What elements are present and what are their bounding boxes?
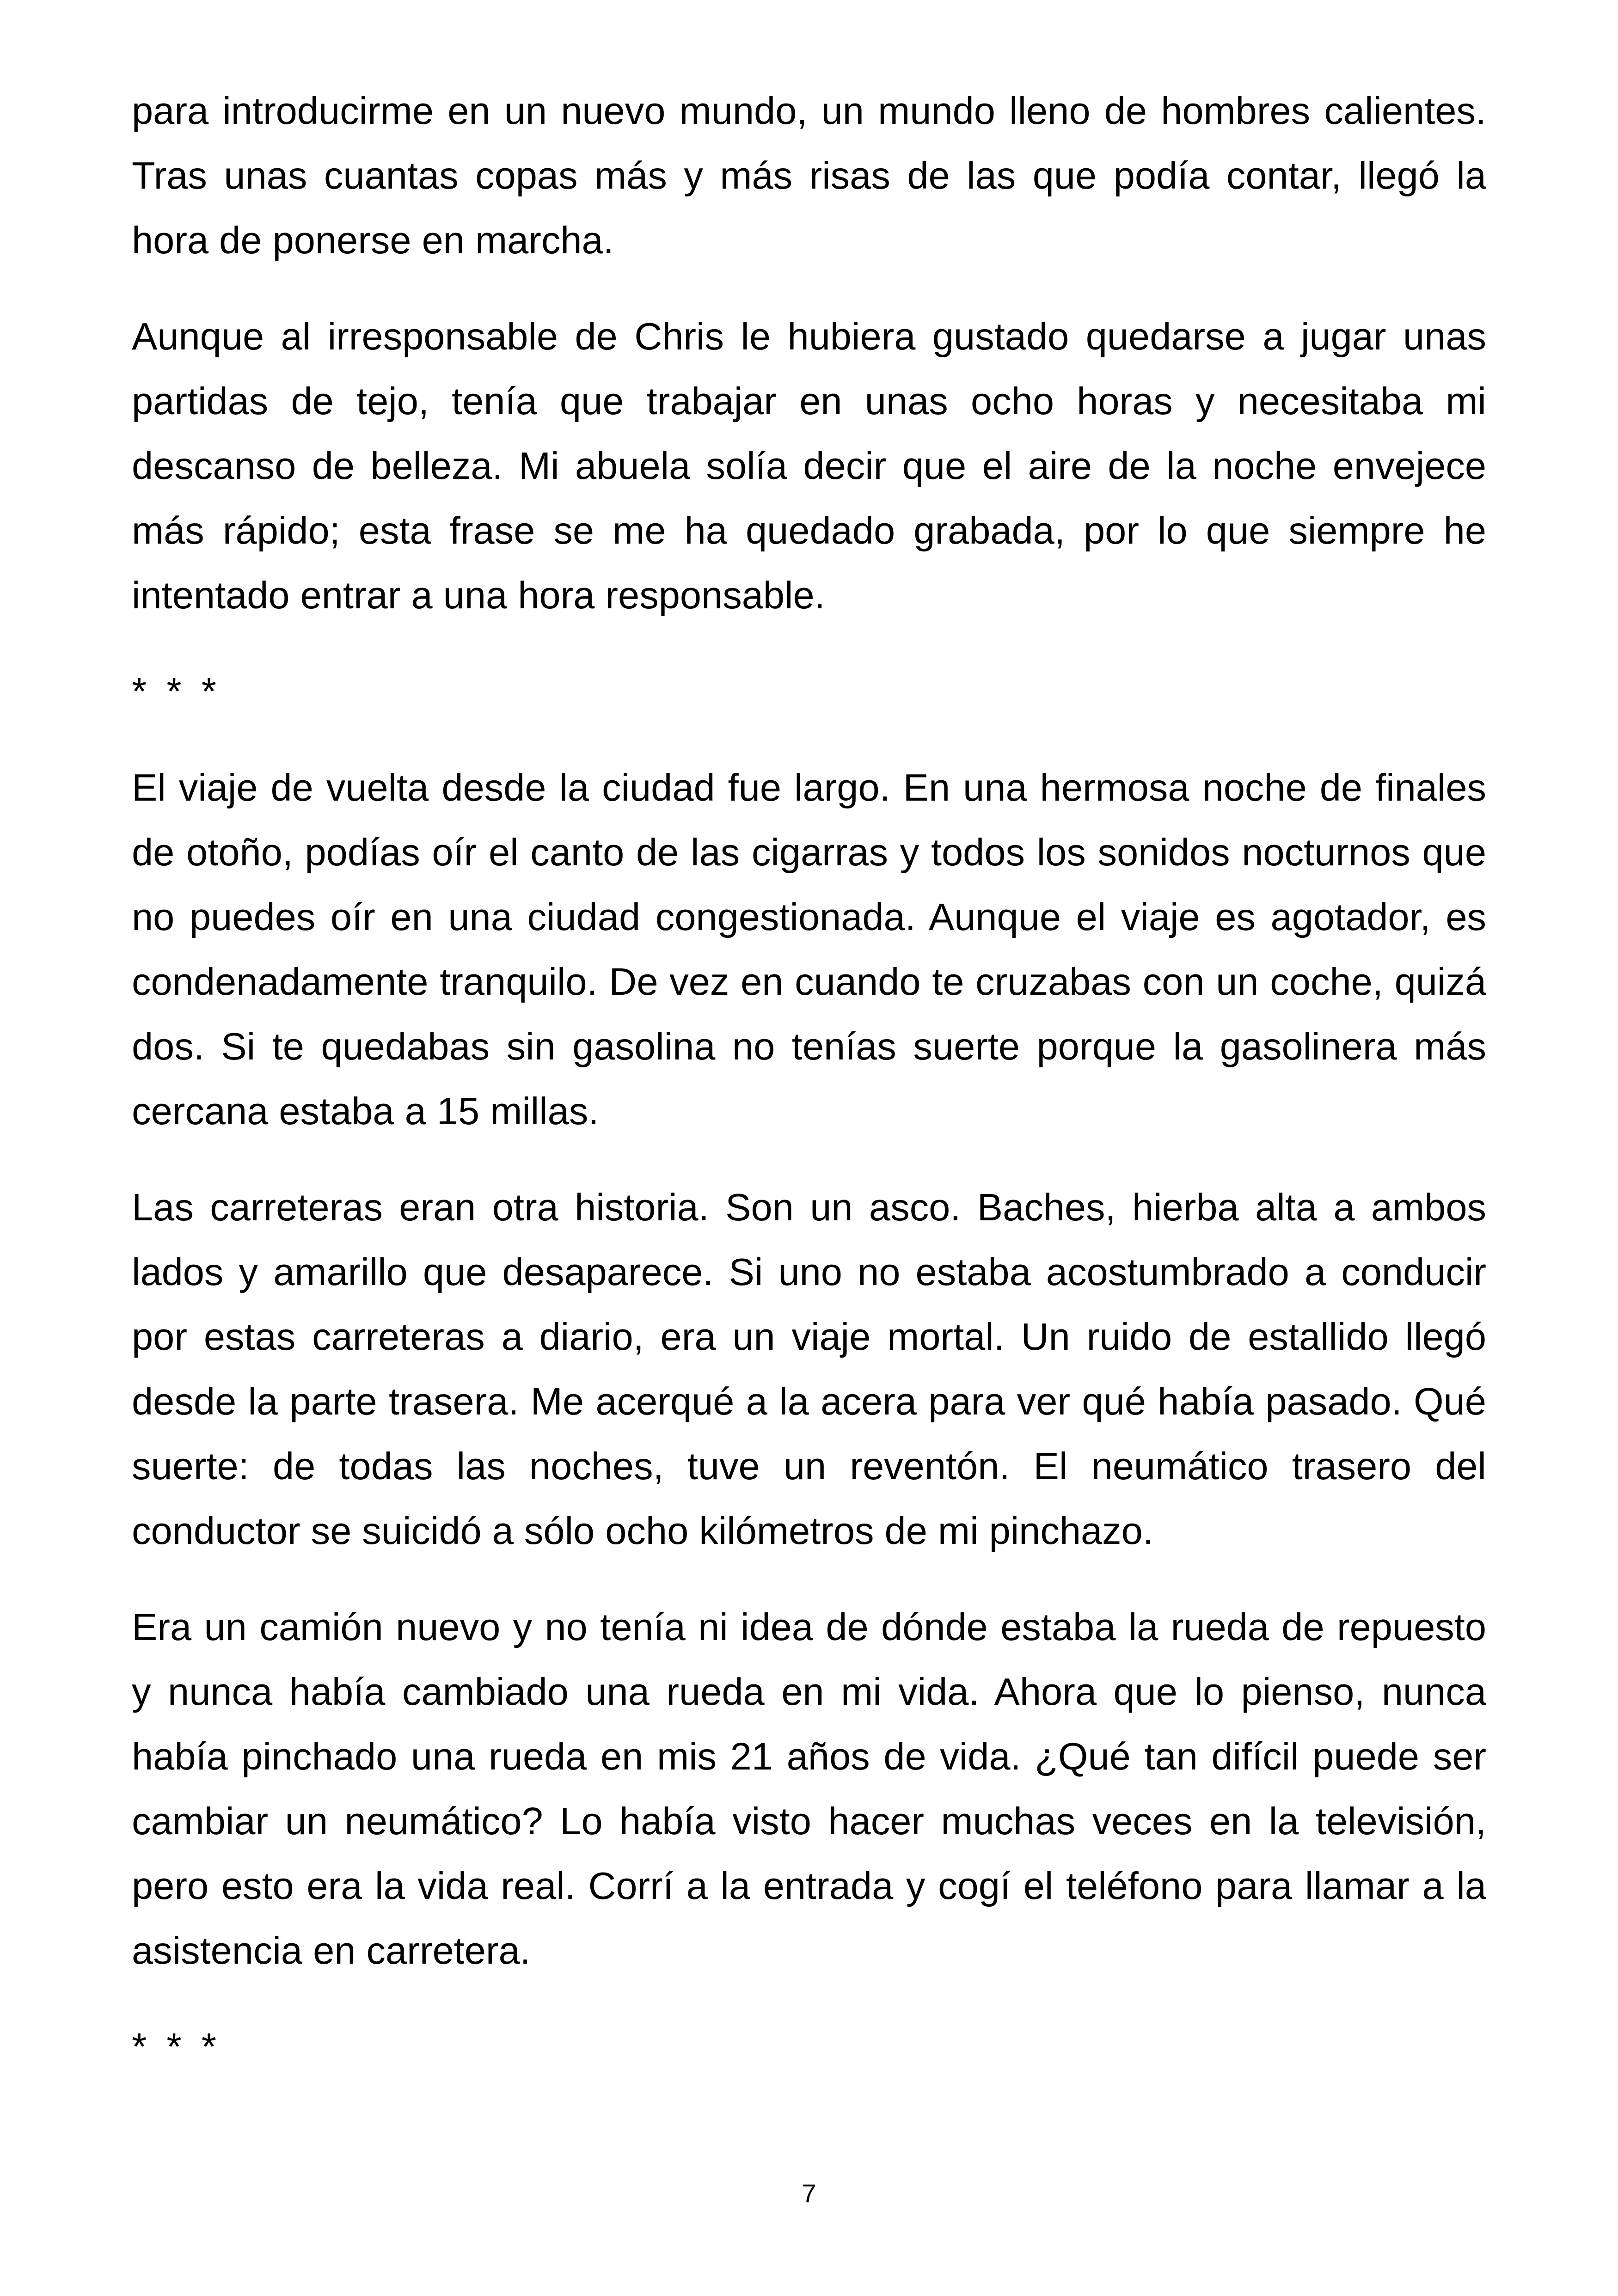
section-separator: * * * [132,2025,221,2068]
section-separator: * * * [132,670,221,713]
paragraph: Las carreteras eran otra historia. Son un asco. Baches, hierba alta a ambos lados y amarillo que desaparece. Si uno no estaba acostumbrado a conducir por estas carreteras a diario, era un viaje mortal. Un ruido de estallido llegó desde la parte trasera. Me acerqué a la acera para ver qué había pasado. Qué suerte: de todas las noches, tuve un reventón. El neumático trasero del conductor se suicidó a sólo ocho kilómetros de mi pinchazo. [132,1186,1486,1552]
paragraph: Aunque al irresponsable de Chris le hubiera gustado quedarse a jugar unas partidas de tejo, tenía que trabajar en unas ocho horas y necesitaba mi descanso de belleza. Mi abuela solía decir que el aire de la noche envejece más rápido; esta frase se me ha quedado grabada, por lo que siempre he intentado entrar a una hora responsable. [132,315,1486,617]
paragraph: Era un camión nuevo y no tenía ni idea de dónde estaba la rueda de repuesto y nunca había cambiado una rueda en mi vida. Ahora que lo pienso, nunca había pinchado una rueda en mis 21 años de vida. ¿Qué tan difícil puede ser cambiar un neumático? Lo había visto hacer muchas veces en la televisión, pero esto era la vida real. Corrí a la entrada y cogí el teléfono para llamar a la asistencia en carretera. [132,1605,1486,1972]
paragraph: para introducirme en un nuevo mundo, un mundo lleno de hombres calientes. Tras unas cuantas copas más y más risas de las que podía contar, llegó la hora de ponerse en marcha. [132,89,1486,262]
page-number: 7 [802,2179,816,2208]
paragraph: El viaje de vuelta desde la ciudad fue largo. En una hermosa noche de finales de otoño, podías oír el canto de las cigarras y todos los sonidos nocturnos que no puedes oír en una ciudad congestionada. Aunque el viaje es agotador, es condenadamente tranquilo. De vez en cuando te cruzabas con un coche, quizá dos. Si te quedabas sin gasolina no tenías suerte porque la gasolinera más cercana estaba a 15 millas. [132,766,1486,1133]
body-text [132,79,1486,2111]
